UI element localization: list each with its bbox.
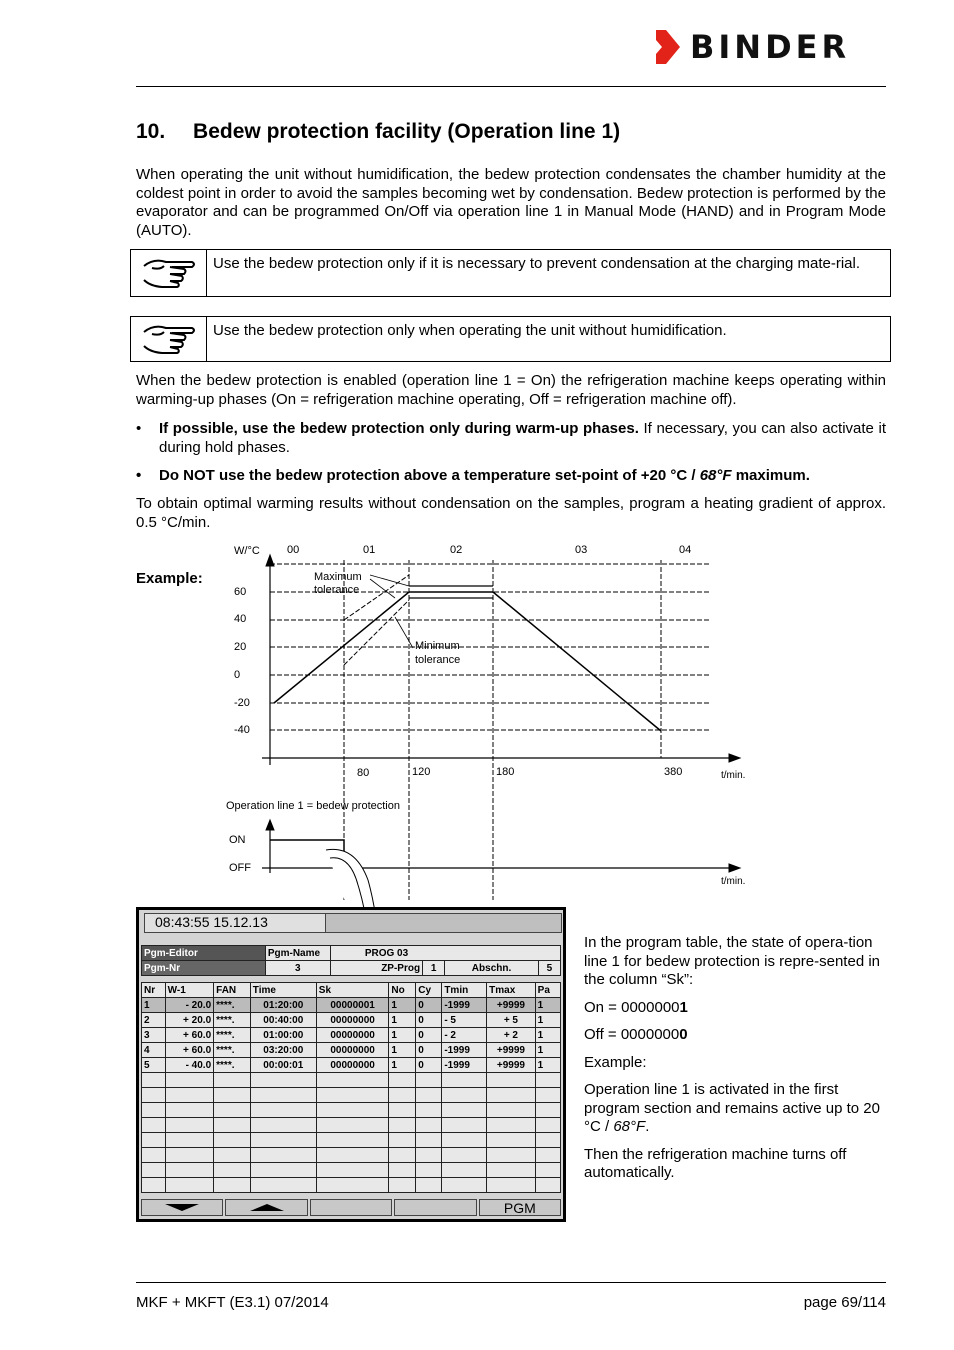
program-editor-screen — [136, 907, 566, 1222]
pgm-name-label: Pgm-Name — [265, 946, 330, 961]
pgm-editor-label: Pgm-Editor — [142, 946, 266, 961]
note-text-1: Use the bedew protection only if it is necessary to prevent condensation at the charging mate-rial. — [213, 255, 861, 272]
abschn-label: Abschn. — [445, 961, 538, 976]
section-label-02: 02 — [450, 544, 463, 556]
col-sk: Sk — [316, 983, 389, 998]
op-x-arrow-icon — [729, 864, 740, 872]
col-tmin: Tmin — [442, 983, 487, 998]
paragraph-gradient: To obtain optimal warming results without condensation on the samples, program a heating gradient of approx. 0.5 °C/min. — [136, 495, 886, 531]
side-paragraph-2: Operation line 1 is activated in the first program section and remains active up to 20 °C / 68°F. — [584, 1081, 880, 1135]
x-tick-380: 380 — [664, 766, 683, 778]
col-no: No — [389, 983, 416, 998]
table-row[interactable]: 2 + 20.0 ****. 00:40:00 00000000 1 0 - 5 + 5 1 — [142, 1013, 561, 1028]
col-nr: Nr — [142, 983, 166, 998]
x-tick-120: 120 — [412, 766, 431, 778]
blank-button-1[interactable] — [310, 1199, 392, 1216]
op-y-arrow-icon — [266, 820, 274, 830]
bullet-2-end: maximum. — [731, 467, 810, 484]
screen-button-bar — [141, 1199, 561, 1216]
arrow-up-icon — [250, 1204, 284, 1212]
x-axis-unit-2: t/min. — [721, 876, 746, 887]
col-tmax: Tmax — [487, 983, 536, 998]
program-table — [141, 982, 561, 1193]
pgm-nr-label: Pgm-Nr — [142, 961, 266, 976]
screen-time: 08:43:55 15.12.13 — [144, 913, 336, 933]
side-example-label: Example: — [584, 1053, 647, 1071]
bullet-1-rest: If necessary, you can also activate it during hold phases. — [159, 420, 886, 456]
note-text-2: Use the bedew protection only when operating the unit without humidification. — [213, 322, 727, 339]
col-time: Time — [250, 983, 316, 998]
section-label-04: 04 — [679, 544, 692, 556]
blank-button-2[interactable] — [394, 1199, 476, 1216]
footer-left: MKF + MKFT (E3.1) 07/2014 — [136, 1294, 329, 1311]
col-fan: FAN — [214, 983, 251, 998]
section-number: 10. — [136, 120, 166, 143]
table-row — [142, 1118, 561, 1133]
col-pa: Pa — [535, 983, 560, 998]
max-tolerance-label: Maximum — [314, 571, 362, 583]
col-cy: Cy — [416, 983, 442, 998]
side-on-value: On = 00000001 — [584, 998, 688, 1016]
table-row[interactable]: 4 + 60.0 ****. 03:20:00 00000000 1 0 -1999 +9999 1 — [142, 1043, 561, 1058]
footer-rule — [136, 1282, 886, 1283]
table-row[interactable]: 3 + 60.0 ****. 01:00:00 00000000 1 0 - 2 + 2 1 — [142, 1028, 561, 1043]
min-tolerance-label: Minimum — [415, 640, 460, 652]
min-tolerance-pointer — [395, 617, 413, 648]
bullet-1: • If possible, use the bedew protection only during warm-up phases. If necessary, you can also activate it during hold phases. — [136, 420, 886, 456]
side-paragraph-1: In the program table, the state of opera-tion line 1 for bedew protection is repre-sented in the column “Sk”: — [584, 934, 881, 988]
brand-name: BINDER — [690, 28, 851, 66]
operation-line-title: Operation line 1 = bedew protection — [226, 800, 400, 812]
pgm-name-value: PROG 03 — [330, 946, 560, 961]
x-tick-80: 80 — [357, 767, 370, 779]
abschn-value[interactable]: 5 — [538, 961, 560, 976]
arrow-down-icon — [165, 1204, 199, 1212]
max-tolerance-label-2: tolerance — [314, 584, 360, 596]
table-row — [142, 1163, 561, 1178]
bullet-2-italic: 68°F — [699, 467, 732, 484]
table-row — [142, 1178, 561, 1193]
program-header-table — [141, 945, 561, 976]
scroll-up-button[interactable] — [225, 1199, 307, 1216]
side-off-value: Off = 00000000 — [584, 1026, 688, 1043]
setpoint-profile-line — [274, 592, 661, 731]
section-label-00: 00 — [287, 544, 300, 556]
screen-status-bar — [325, 913, 562, 933]
pgm-nr-value[interactable]: 3 — [265, 961, 330, 976]
y-tick-minus-20: -20 — [234, 697, 250, 709]
min-tolerance-label-2: tolerance — [415, 654, 461, 666]
off-label: OFF — [229, 862, 251, 874]
x-axis-arrow-icon — [729, 754, 740, 762]
zp-prog-label: ZP-Prog — [330, 961, 422, 976]
table-row[interactable]: 1 - 20.0 ****. 01:20:00 00000001 1 0 -1999 +9999 1 — [142, 998, 561, 1013]
table-row — [142, 1103, 561, 1118]
pgm-button[interactable]: PGM — [479, 1199, 561, 1216]
section-title: Bedew protection facility (Operation line 1) — [193, 120, 621, 143]
intro-paragraph: When operating the unit without humidification, the bedew protection condensates the chamber humidity at the coldest point in order to avoid the samples becoming wet by condensation. Bedew protection is performed by the evaporator and can be programmed On/Off via operation line 1 in Manual Mode (HAND) and in Program Mode (AUTO). — [136, 166, 886, 239]
x-tick-180: 180 — [496, 766, 515, 778]
table-row — [142, 1073, 561, 1088]
scroll-down-button[interactable] — [141, 1199, 223, 1216]
on-label: ON — [229, 834, 246, 846]
bullet-1-bold: If possible, use the bedew protection only during warm-up phases. — [159, 420, 639, 437]
bullet-2-bold: Do NOT use the bedew protection above a temperature set-point of +20 °C / — [159, 467, 700, 484]
bullet-2: • Do NOT use the bedew protection above a temperature set-point of +20 °C / 68°F maximum. — [136, 467, 810, 484]
x-axis-unit: t/min. — [721, 770, 746, 781]
table-header-row — [142, 983, 561, 998]
table-row[interactable]: 5 - 40.0 ****. 00:00:01 00000000 1 0 -1999 +9999 1 — [142, 1058, 561, 1073]
col-w1: W-1 — [165, 983, 214, 998]
table-row — [142, 1148, 561, 1163]
table-row — [142, 1133, 561, 1148]
side-paragraph-3: Then the refrigeration machine turns off automatically. — [584, 1145, 847, 1181]
y-tick-40: 40 — [234, 613, 247, 625]
example-label: Example: — [136, 570, 203, 587]
section-label-01: 01 — [363, 544, 376, 556]
y-tick-60: 60 — [234, 586, 247, 598]
footer-page-number: page 69/114 — [803, 1294, 886, 1311]
side-explanation — [584, 934, 884, 1183]
zp-prog-value[interactable]: 1 — [423, 961, 445, 976]
table-row — [142, 1088, 561, 1103]
y-tick-0: 0 — [234, 669, 241, 681]
y-tick-minus-40: -40 — [234, 724, 250, 736]
y-tick-20: 20 — [234, 641, 247, 653]
max-tolerance-pointer — [370, 575, 409, 586]
paragraph-enabled: When the bedew protection is enabled (operation line 1 = On) the refrigeration machine keeps operating within warming-up phases (On = refrigeration machine operating, Off = refrigeration machine off). — [136, 372, 886, 408]
section-label-03: 03 — [575, 544, 588, 556]
y-axis-label: W/°C — [234, 545, 260, 557]
